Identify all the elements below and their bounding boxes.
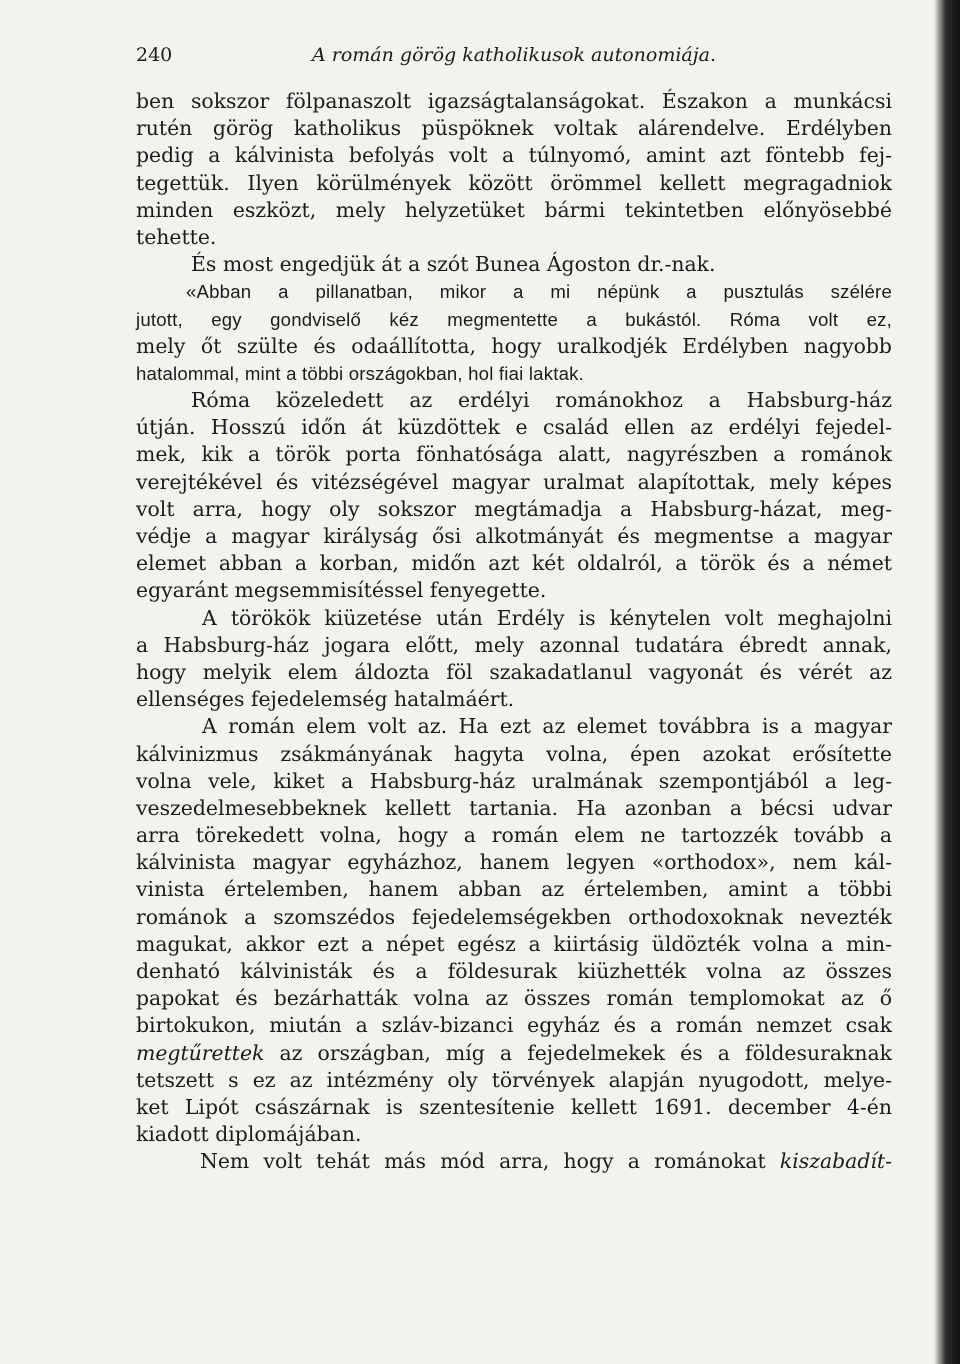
text-line: volna vele, kiket a Habsburg-ház uralmának szempontjából a leg-: [136, 768, 892, 793]
quote-line: jutott, egy gondviselő kéz megmentette a bukástól. Róma volt ez,: [136, 308, 892, 330]
text-line: románok a szomszédos fejedelemségekben orthodoxoknak nevezték: [136, 904, 892, 929]
text-line: kiadott diplomájában.: [136, 1122, 362, 1147]
text-line: ellenséges fejedelemség hatalmáért.: [136, 687, 515, 712]
text-line-with-italic: megtűrettek az országban, míg a fejedelmekek és a földesuraknak: [136, 1040, 892, 1065]
text-line: minden eszközt, mely helyzetüket bármi tekintetben előnyösebbé: [136, 197, 892, 222]
text-line: papokat és bezárhatták volna az összes román templomokat az ő: [136, 986, 892, 1011]
text-line: verejtékével és vitézségével magyar uralmat alapítottak, mely képes: [136, 469, 892, 494]
text-line: a Habsburg-ház jogara előtt, mely azonnal tudatára ébredt annak,: [136, 632, 892, 657]
quote-line: «Abban a pillanatban, mikor a mi népünk a pusztulás szélére: [186, 281, 892, 303]
text-line: védje a magyar királyság ősi alkotmányát és megmentse a magyar: [136, 524, 892, 548]
text-line: arra törekedett volna, hogy a román elem ne tartozzék tovább a: [136, 823, 892, 848]
text-line: És most engedjük át a szót Bunea Ágoston dr.-nak.: [191, 252, 716, 277]
text-line: kálvinista magyar egyházhoz, hanem legyen «orthodox», nem kál-: [136, 850, 892, 875]
text-line: A törökök kiüzetése után Erdély is kénytelen volt meghajolni: [202, 605, 892, 630]
text-line: útján. Hosszú időn át küzdöttek e család ellen az erdélyi fejedel-: [136, 415, 892, 440]
text-line: magukat, akkor ezt a népet egész a kiirtásig üldözték volna a min-: [136, 931, 892, 956]
italic-emphasis: kiszabadít-: [779, 1149, 892, 1174]
text-line: ket Lipót császárnak is szentesítenie kellett 1691. december 4-én: [136, 1094, 892, 1119]
text-line: pedig a kálvinista befolyás volt a túlnyomó, amint azt föntebb fej-: [136, 143, 892, 168]
italic-emphasis: megtűrettek: [136, 1040, 265, 1065]
text-line: birtokukon, miután a szláv-bizanci egyház és a román nemzet csak: [136, 1013, 892, 1038]
text-line: mely őt szülte és odaállította, hogy uralkodjék Erdélyben nagyobb: [136, 333, 892, 358]
text-line: mek, kik a török porta fönhatósága alatt, nagyrészben a románok: [136, 442, 892, 467]
text-line: ben sokszor fölpanaszolt igazságtalanságokat. Északon a munkácsi: [136, 89, 892, 113]
running-title: A román görög katholikusok autonomiája.: [312, 44, 717, 66]
text-line: hogy melyik elem áldozta föl szakadatlanul vagyonát és vérét az: [136, 659, 892, 684]
text-line: denható kálvinisták és a földesurak kiüzhették volna az összes: [136, 959, 892, 983]
quote-line: hatalommal, mint a többi országokban, hol fiai laktak.: [136, 362, 584, 384]
text-line: volt arra, hogy oly sokszor megtámadja a Habsburg-házat, meg-: [136, 496, 892, 521]
body-text: [136, 88, 892, 1176]
text-line: tehette.: [136, 224, 217, 249]
text-line: rutén görög katholikus püspöknek voltak alárendelve. Erdélyben: [136, 116, 892, 141]
text-line: elemet abban a korban, midőn azt két oldalról, a török és a német: [136, 551, 892, 576]
text-line: egyaránt megsemmisítéssel fenyegette.: [136, 578, 547, 603]
text-line: tegettük. Ilyen körülmények között örömmel kellett megragadniok: [136, 170, 892, 195]
text-line: A román elem volt az. Ha ezt az elemet továbbra is a magyar: [202, 714, 892, 739]
text-line: tetszett s ez az intézmény oly törvények alapján nyugodott, melye-: [136, 1067, 892, 1092]
text-line: kálvinizmus zsákmányának hagyta volna, épen azokat erősítette: [136, 741, 892, 766]
text-line: vinista értelemben, hanem abban az értelemben, amint a többi: [136, 877, 892, 902]
text-line-with-italic: Nem volt tehát más mód arra, hogy a románokat kiszabadít-: [200, 1149, 892, 1174]
page-header: [136, 44, 896, 74]
text-line: Róma közeledett az erdélyi románokhoz a Habsburg-ház: [191, 388, 892, 413]
book-spine-shadow: [934, 0, 960, 1364]
page-number: 240: [136, 44, 173, 66]
text-line: veszedelmesebbeknek kellett tartania. Ha azonban a bécsi udvar: [136, 795, 892, 820]
